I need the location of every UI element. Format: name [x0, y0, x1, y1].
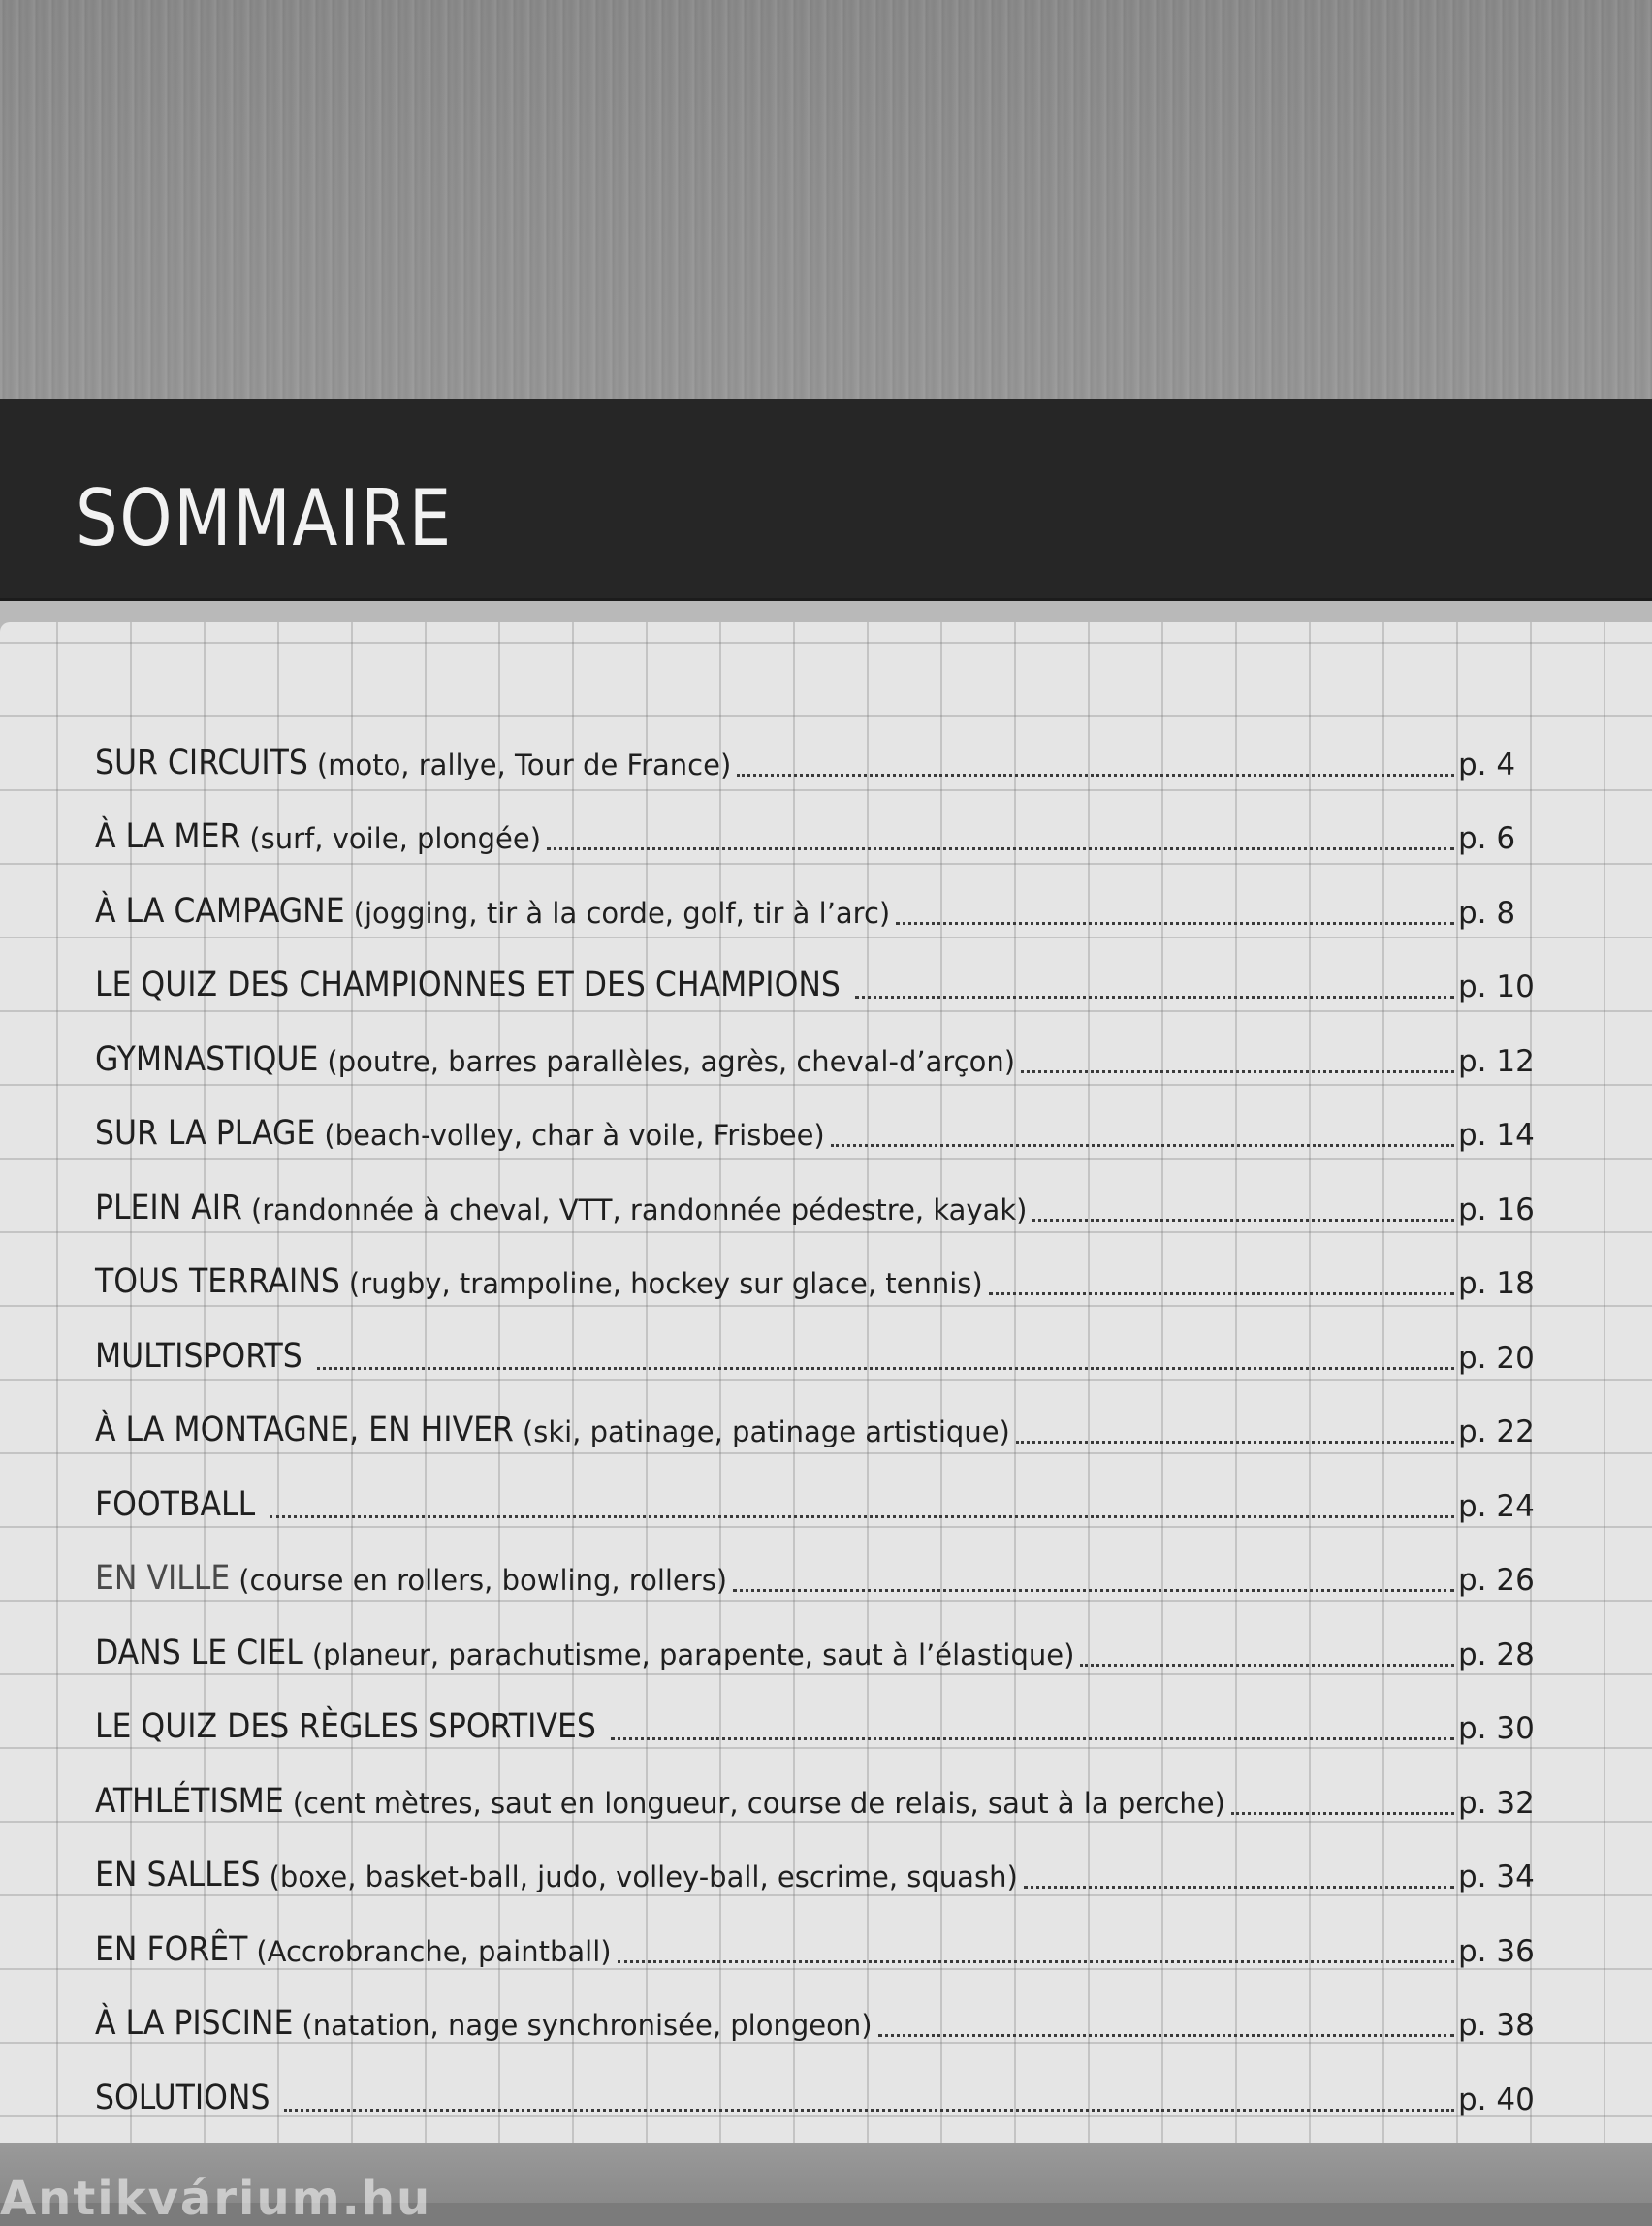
toc-entry-description: (beach-volley, char à voile, Frisbee)	[324, 1119, 825, 1152]
toc-entry	[95, 716, 1541, 790]
toc-entry-description: (randonnée à cheval, VTT, randonnée pédestre, kayak)	[250, 1192, 1028, 1226]
toc-entry-page: p. 4	[1458, 747, 1516, 782]
toc-entry	[95, 1606, 1541, 1680]
toc-entry-title: À LA PISCINE	[95, 2004, 294, 2043]
toc-entry-title: LE QUIZ DES RÈGLES SPORTIVES	[95, 1707, 596, 1746]
toc-dot-leader	[855, 996, 1454, 999]
toc-entry	[95, 790, 1541, 865]
toc-entry	[95, 1161, 1541, 1235]
toc-dot-leader	[1016, 1441, 1454, 1444]
toc-entry-title: À LA MONTAGNE, EN HIVER	[95, 1411, 514, 1449]
toc-entry-page: p. 30	[1458, 1711, 1535, 1746]
toc-entry-description: (surf, voile, plongée)	[249, 822, 542, 855]
toc-entry	[95, 1754, 1541, 1828]
header-band	[0, 399, 1652, 601]
toc-dot-leader	[611, 1737, 1454, 1740]
toc-dot-leader	[1024, 1886, 1454, 1889]
toc-entry-page: p. 8	[1458, 895, 1516, 931]
toc-entry-page: p. 36	[1458, 1933, 1535, 1969]
toc-entry	[95, 1383, 1541, 1458]
watermark: Antikvárium.hu	[0, 2172, 432, 2226]
toc-entry-title: GYMNASTIQUE	[95, 1039, 319, 1079]
toc-entry-page: p. 16	[1458, 1192, 1535, 1227]
toc-dot-leader	[878, 2034, 1454, 2037]
toc-entry-page: p. 38	[1458, 2008, 1535, 2043]
toc-entry-title: EN VILLE	[95, 1559, 231, 1598]
toc-dot-leader	[1231, 1812, 1454, 1815]
toc-entry-title: MULTISPORTS	[95, 1336, 302, 1376]
toc-entry-title: LE QUIZ DES CHAMPIONNES ET DES CHAMPIONS	[95, 966, 841, 1004]
toc-dot-leader	[270, 1515, 1454, 1518]
toc-dot-leader	[989, 1292, 1454, 1295]
toc-entry-page: p. 28	[1458, 1637, 1535, 1672]
toc-entry-description: (course en rollers, bowling, rollers)	[238, 1564, 728, 1597]
toc-entry-description: (Accrobranche, paintball)	[256, 1934, 612, 1968]
toc-entry	[95, 1977, 1541, 2051]
toc-entry-description: (natation, nage synchronisée, plongeon)	[302, 2009, 873, 2042]
toc-dot-leader	[733, 1589, 1454, 1592]
toc-entry-description: (moto, rallye, Tour de France)	[316, 747, 732, 781]
toc-entry	[95, 938, 1541, 1013]
toc-entry-title: SUR CIRCUITS	[95, 743, 308, 782]
table-of-contents	[95, 716, 1541, 2125]
toc-entry-description: (ski, patinage, patinage artistique)	[522, 1415, 1010, 1448]
toc-entry	[95, 1828, 1541, 1903]
toc-dot-leader	[284, 2109, 1454, 2112]
toc-dot-leader	[1021, 1070, 1454, 1073]
toc-entry	[95, 1532, 1541, 1606]
toc-entry-page: p. 10	[1458, 970, 1535, 1004]
toc-entry-description: (jogging, tir à la corde, golf, tir à l’arc)	[353, 896, 891, 930]
toc-entry	[95, 1087, 1541, 1161]
toc-entry-title: ATHLÉTISME	[95, 1781, 284, 1821]
toc-dot-leader	[317, 1367, 1454, 1370]
toc-entry	[95, 1235, 1541, 1310]
toc-entry-title: EN SALLES	[95, 1856, 261, 1894]
toc-entry-title: TOUS TERRAINS	[95, 1262, 340, 1301]
toc-entry-description: (poutre, barres parallèles, agrès, cheval-d’arçon)	[327, 1044, 1016, 1078]
toc-dot-leader	[896, 922, 1454, 925]
toc-entry-page: p. 32	[1458, 1785, 1535, 1821]
toc-entry-description: (planeur, parachutisme, parapente, saut à l’élastique)	[311, 1638, 1075, 1671]
toc-entry-title: SOLUTIONS	[95, 2078, 270, 2117]
toc-entry	[95, 1309, 1541, 1383]
page-title: SOMMAIRE	[76, 473, 453, 563]
toc-entry-page: p. 24	[1458, 1488, 1535, 1524]
toc-entry-page: p. 18	[1458, 1266, 1535, 1301]
toc-entry	[95, 1902, 1541, 1977]
toc-entry-description: (cent mètres, saut en longueur, course de relais, saut à la perche)	[292, 1786, 1225, 1820]
toc-entry-description: (boxe, basket-ball, judo, volley-ball, escrime, squash)	[269, 1860, 1018, 1893]
toc-entry	[95, 1457, 1541, 1532]
toc-entry-description: (rugby, trampoline, hockey sur glace, tennis)	[348, 1267, 983, 1300]
toc-entry	[95, 1012, 1541, 1087]
toc-entry-page: p. 20	[1458, 1340, 1535, 1376]
toc-entry-title: À LA CAMPAGNE	[95, 891, 345, 931]
toc-entry	[95, 2051, 1541, 2125]
toc-entry-title: EN FORÊT	[95, 1929, 248, 1969]
toc-entry-title: À LA MER	[95, 817, 241, 856]
toc-entry-page: p. 22	[1458, 1415, 1535, 1449]
toc-entry-title: DANS LE CIEL	[95, 1633, 303, 1672]
toc-entry-page: p. 14	[1458, 1118, 1535, 1153]
toc-entry	[95, 864, 1541, 938]
toc-entry	[95, 1680, 1541, 1755]
toc-entry-page: p. 34	[1458, 1860, 1535, 1894]
toc-entry-title: PLEIN AIR	[95, 1188, 242, 1227]
toc-dot-leader	[737, 774, 1454, 777]
toc-dot-leader	[1080, 1664, 1454, 1667]
toc-entry-page: p. 40	[1458, 2082, 1535, 2117]
toc-dot-leader	[831, 1144, 1454, 1147]
toc-entry-title: SUR LA PLAGE	[95, 1114, 316, 1153]
toc-entry-page: p. 12	[1458, 1043, 1535, 1079]
toc-entry-title: FOOTBALL	[95, 1484, 256, 1524]
toc-dot-leader	[1032, 1219, 1454, 1222]
wood-background	[0, 0, 1652, 407]
toc-dot-leader	[547, 847, 1454, 850]
toc-entry-page: p. 26	[1458, 1563, 1535, 1598]
toc-entry-page: p. 6	[1458, 821, 1516, 856]
toc-dot-leader	[618, 1960, 1454, 1963]
